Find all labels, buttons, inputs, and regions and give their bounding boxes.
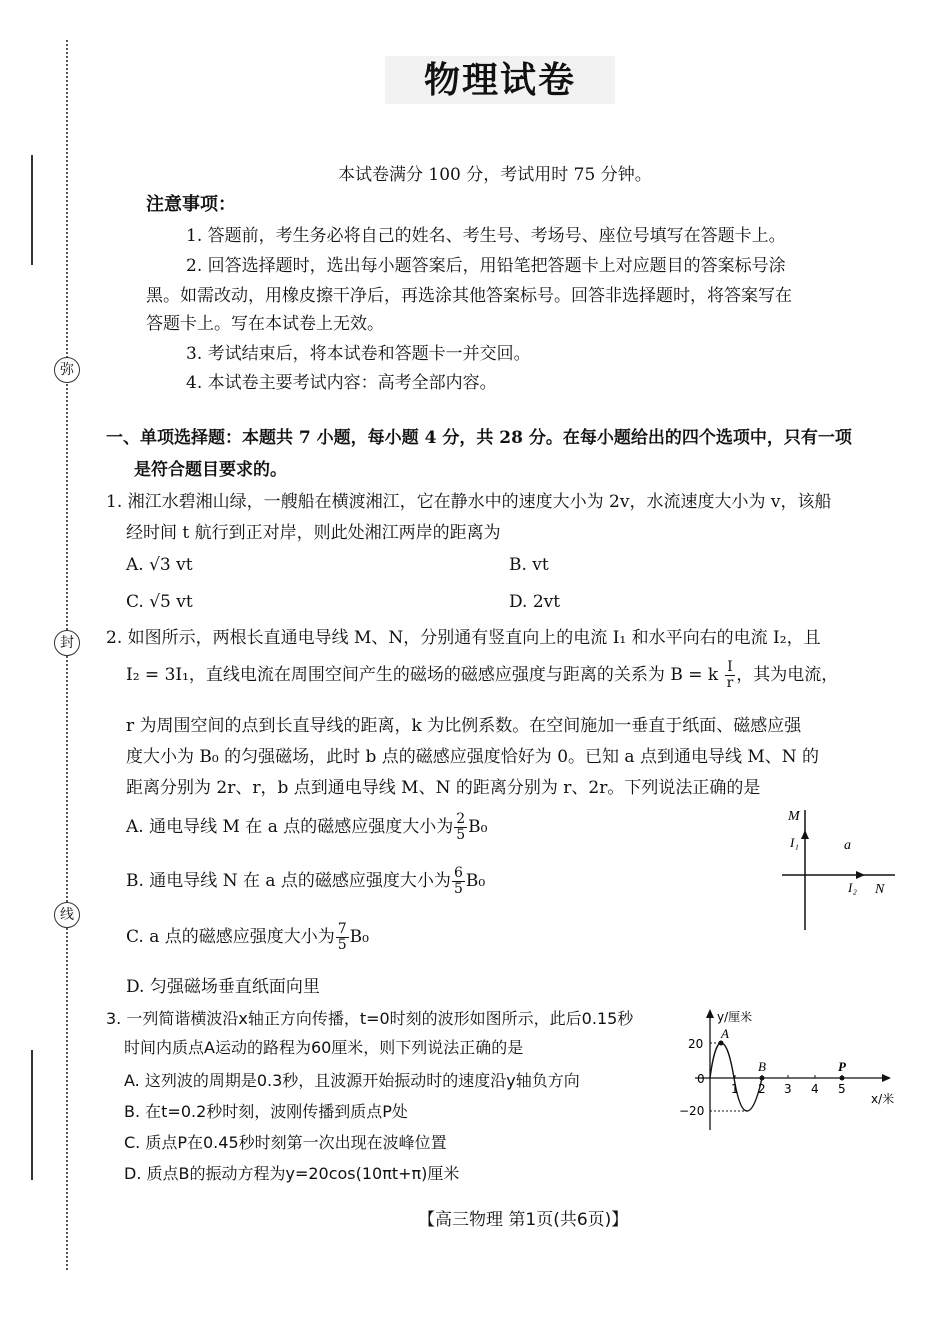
- x-tick-4: 4: [811, 1082, 819, 1096]
- q2-figure: [770, 800, 900, 935]
- q2-stem-e: 距离分别为 2r、r，b 点到通电导线 M、N 的距离分别为 r、2r。下列说法正确的是: [126, 778, 761, 798]
- q2-option-a: [126, 812, 487, 843]
- q1-option-b: B. vt: [509, 555, 549, 575]
- x-tick-5: 5: [838, 1082, 846, 1096]
- q1-stem: 1. 湘江水碧湘山绿，一艘船在横渡湘江，它在静水中的速度大小为 2v，水流速度大小为 v，该船: [106, 492, 832, 512]
- binding-mark: [31, 1050, 33, 1180]
- q2-option-b-text: B. 通电导线 N 在 a 点的磁感应强度大小为: [126, 871, 451, 891]
- q1-option-d: D. 2vt: [509, 592, 561, 612]
- q2-option-b-fraction: [452, 866, 465, 897]
- point-a: [719, 1041, 724, 1046]
- page-title: 物理试卷: [385, 56, 615, 104]
- q2-option-a-text: A. 通电导线 M 在 a 点的磁感应强度大小为: [126, 817, 454, 837]
- label-m: M: [788, 809, 800, 824]
- fraction-numerator: 7: [337, 921, 347, 937]
- label-point-b: B: [758, 1059, 766, 1074]
- notice-2b: 黑。如需改动，用橡皮擦干净后，再选涂其他答案标号。回答非选择题时，将答案写在: [146, 286, 792, 306]
- point-b: [760, 1076, 765, 1081]
- arrow-right-icon: [856, 871, 865, 879]
- y-tick-20: 20: [688, 1037, 704, 1051]
- q2-stem-formula: [126, 660, 838, 691]
- q2-option-c-fraction: [336, 922, 349, 953]
- y-tick-0: 0: [697, 1072, 705, 1086]
- arrow-up-icon: [801, 830, 809, 839]
- section-1-heading-cont: 是符合题目要求的。: [134, 460, 287, 480]
- label-i2: I₂: [848, 880, 857, 895]
- y-axis-arrow-icon: [706, 1009, 714, 1018]
- x-tick-1: 1: [731, 1082, 739, 1096]
- q2-formula-fraction: [725, 660, 736, 691]
- notice-heading: 注意事项：: [146, 194, 236, 215]
- section-1-heading: 一、单项选择题：本题共 7 小题，每小题 4 分，共 28 分。在每小题给出的四个选项中，只有一项: [106, 428, 852, 448]
- y-tick-neg20: −20: [679, 1104, 705, 1118]
- q3-option-b: B. 在t=0.2秒时刻，波刚传播到质点P处: [124, 1102, 408, 1121]
- label-n: N: [875, 882, 885, 897]
- fraction-numerator: 6: [453, 865, 463, 881]
- label-i1: I₁: [790, 835, 799, 850]
- notice-3: 3. 考试结束后，将本试卷和答题卡一并交回。: [186, 344, 531, 364]
- point-p: [840, 1076, 845, 1081]
- q2-stem-formula-text: I₂ = 3I₁，直线电流在周围空间产生的磁场的磁感应强度与距离的关系为 B = k: [126, 665, 719, 685]
- q3-option-a: A. 这列波的周期是0.3秒，且波源开始振动时的速度沿y轴负方向: [124, 1071, 580, 1090]
- q2-stem-c: r 为周围空间的点到长直导线的距离，k 为比例系数。在空间施加一垂直于纸面、磁感应强: [126, 716, 802, 736]
- fraction-denominator: r: [726, 675, 734, 691]
- q1-option-c: C. √5 vt: [126, 592, 193, 612]
- seal-feng: 封: [54, 630, 80, 656]
- x-tick-3: 3: [784, 1082, 792, 1096]
- q3-stem-cont: 时间内质点A运动的路程为60厘米，则下列说法正确的是: [124, 1038, 524, 1057]
- fraction-denominator: 5: [453, 881, 463, 897]
- q2-option-c: [126, 922, 369, 953]
- q2-option-a-unit: B₀: [468, 817, 488, 837]
- q2-option-d: D. 匀强磁场垂直纸面向里: [126, 977, 320, 997]
- label-point-a: A: [721, 1026, 729, 1041]
- notice-1: 1. 答题前，考生务必将自己的姓名、考生号、考场号、座位号填写在答题卡上。: [186, 226, 786, 246]
- notice-2c: 答题卡上。写在本试卷上无效。: [146, 314, 384, 334]
- x-axis-arrow-icon: [882, 1074, 891, 1082]
- binding-mark: [31, 155, 33, 265]
- y-axis-label: y/厘米: [717, 1010, 753, 1024]
- q2-option-c-text: C. a 点的磁感应强度大小为: [126, 927, 335, 947]
- q2-stem-d: 度大小为 B₀ 的匀强磁场，此时 b 点的磁感应强度恰好为 0。已知 a 点到通电导线 M、N 的: [126, 747, 820, 767]
- wave-curve: [710, 1043, 762, 1111]
- label-a: a: [844, 838, 851, 853]
- x-axis-label: x/米: [871, 1092, 895, 1106]
- q3-wave-figure: [675, 1005, 910, 1135]
- q2-option-a-fraction: [454, 812, 467, 843]
- fraction-denominator: 5: [456, 827, 466, 843]
- q3-option-d: D. 质点B的振动方程为y=20cos(10πt+π)厘米: [124, 1164, 460, 1183]
- notice-2a: 2. 回答选择题时，选出每小题答案后，用铅笔把答题卡上对应题目的答案标号涂: [186, 256, 786, 276]
- fraction-numerator: 2: [456, 811, 466, 827]
- q2-stem-formula-tail: ，其为电流，: [736, 665, 839, 685]
- q3-option-c: C. 质点P在0.45秒时刻第一次出现在波峰位置: [124, 1133, 447, 1152]
- q1-option-a: A. √3 vt: [126, 555, 193, 575]
- notice-4: 4. 本试卷主要考试内容：高考全部内容。: [186, 373, 497, 393]
- fraction-denominator: 5: [337, 937, 347, 953]
- fraction-numerator: I: [725, 660, 736, 676]
- q2-option-c-unit: B₀: [349, 927, 369, 947]
- q1-stem-cont: 经时间 t 航行到正对岸，则此处湘江两岸的距离为: [126, 523, 501, 543]
- seal-mi: 弥: [54, 357, 80, 383]
- q2-stem: 2. 如图所示，两根长直通电导线 M、N，分别通有竖直向上的电流 I₁ 和水平向右的电流 I₂，且: [106, 628, 821, 648]
- x-tick-2: 2: [758, 1082, 766, 1096]
- page-footer: 【高三物理 第1页(共6页)】: [418, 1210, 629, 1230]
- q3-stem: 3. 一列简谐横波沿x轴正方向传播，t=0时刻的波形如图所示，此后0.15秒: [106, 1009, 634, 1028]
- q2-option-b-unit: B₀: [465, 871, 486, 891]
- exam-info: 本试卷满分 100 分，考试用时 75 分钟。: [338, 165, 652, 185]
- label-point-p: P: [838, 1059, 846, 1074]
- q2-option-b: [126, 866, 485, 897]
- seal-xian: 线: [54, 902, 80, 928]
